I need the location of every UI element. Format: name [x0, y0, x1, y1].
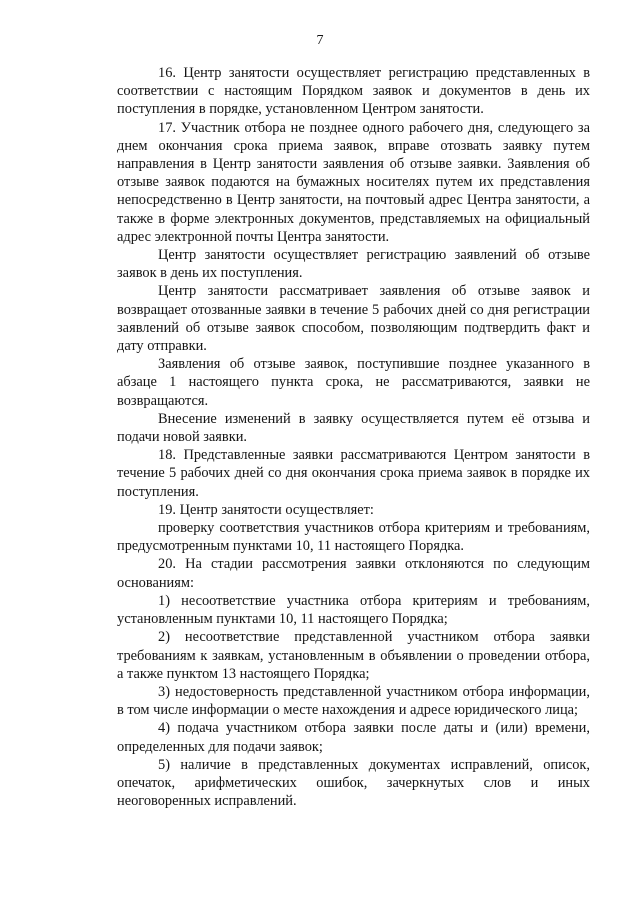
paragraph-17-registration: Центр занятости осуществляет регистрацию заявлений об отзыве заявок в день их поступления.	[117, 247, 590, 282]
paragraph-16: 16. Центр занятости осуществляет регистрацию представленных в соответствии с настоящим Порядком заявок и документов в день их поступления в порядке, установленном Центром занятости.	[117, 65, 590, 118]
paragraph-19: 19. Центр занятости осуществляет:	[158, 501, 374, 518]
paragraph-20-item-1: 1) несоответствие участника отбора критериям и требованиям, установленным пунктами 10, 11 настоящего Порядка;	[117, 592, 590, 628]
page-number: 7	[316, 33, 324, 48]
paragraph-20-item-2: 2) несоответствие представленной участником отбора заявки требованиям к заявкам, установленным в объявлении о проведении отбора, а также пунктом 13 настоящего Порядка;	[117, 629, 590, 682]
paragraph-17-changes: Внесение изменений в заявку осуществляется путем её отзыва и подачи новой заявки.	[117, 410, 590, 446]
paragraph-20-item-4: 4) подача участником отбора заявки после даты и (или) времени, определенных для подачи заявок;	[117, 720, 590, 755]
paragraph-20-item-5: 5) наличие в представленных документах исправлений, описок, опечаток, арифметических ошибок, зачеркнутых слов и иных неоговоренных исправлений.	[117, 756, 590, 810]
paragraph-17-late: Заявления об отзыве заявок, поступившие позднее указанного в абзаце 1 настоящего пункта срока, не рассматриваются, заявки не возвращаются.	[117, 356, 590, 409]
paragraph-20-item-3: 3) недостоверность представленной участником отбора информации, в том числе информации о месте нахождения и адресе юридического лица;	[117, 683, 590, 719]
paragraph-20: 20. На стадии рассмотрения заявки отклоняются по следующим основаниям:	[117, 556, 590, 591]
paragraph-17: 17. Участник отбора не позднее одного рабочего дня, следующего за днем окончания срока приема заявок, вправе отозвать заявку путем направления в Центр занятости заявления об отзыве заявки. Заявления об отзыве заявок подаются на бумажных носителях путем их представления непосредственно в Центр занятости, на почтовый адрес Центра занятости, а также в форме электронных документов, представляемых на официальный адрес электронной почты Центра занятости.	[117, 119, 590, 245]
paragraph-17-review: Центр занятости рассматривает заявления об отзыве заявок и возвращает отозванные заявки в течение 5 рабочих дней со дня регистрации заявлений об отзыве заявок способом, позволяющим подтвердить факт и дату отправки.	[117, 283, 590, 355]
paragraph-19-check: проверку соответствия участников отбора критериям и требованиям, предусмотренным пунктами 10, 11 настоящего Порядка.	[117, 520, 590, 555]
paragraph-18: 18. Представленные заявки рассматриваются Центром занятости в течение 5 рабочих дней со дня окончания срока приема заявок в порядке их поступления.	[117, 447, 590, 500]
document-body	[117, 64, 590, 810]
